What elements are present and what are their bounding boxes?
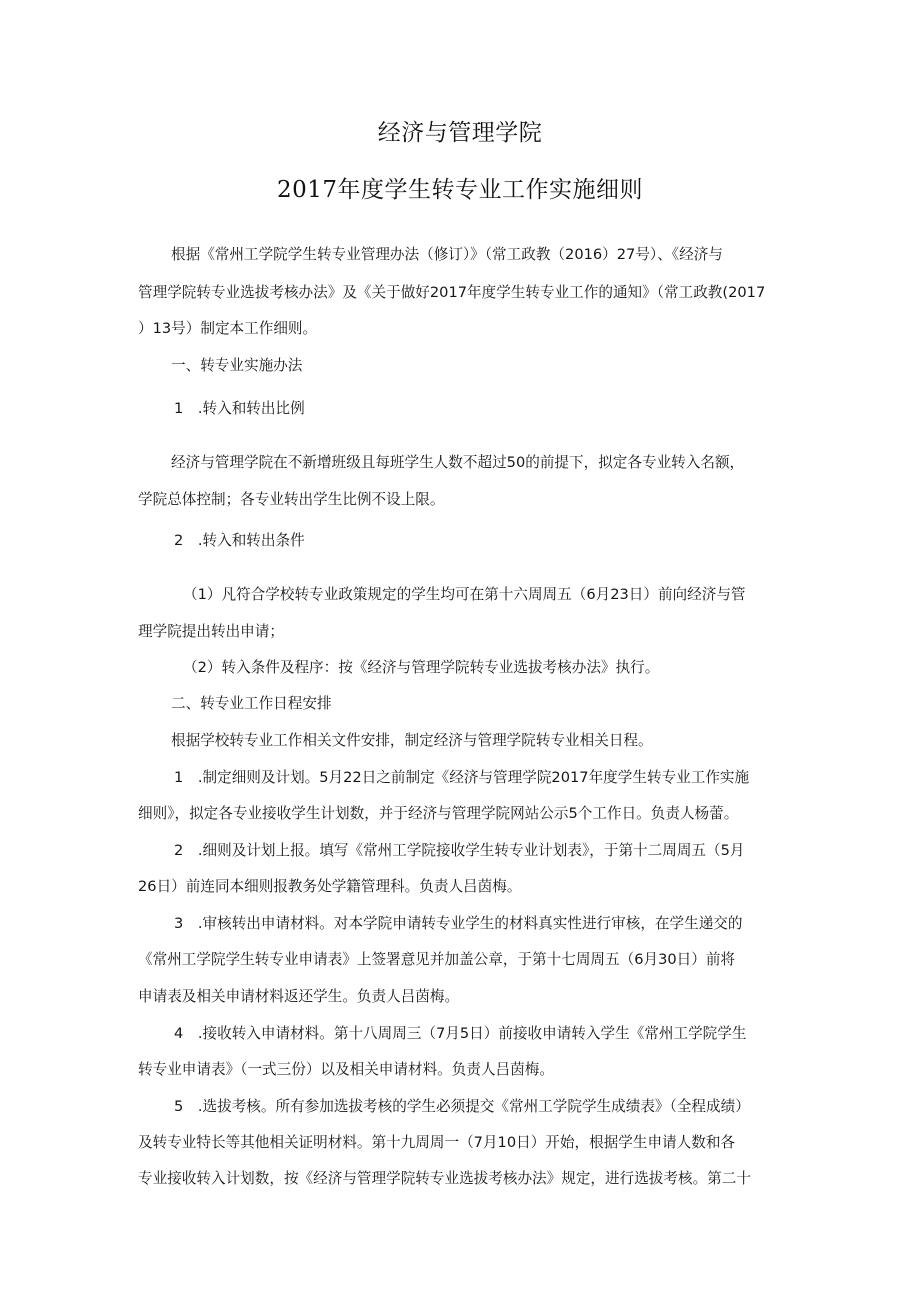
paragraph-line: 5 .选拔考核。所有参加选拔考核的学生必须提交《常州工学院学生成绩表》（全程成绩） xyxy=(174,1098,750,1115)
paragraph-line: 申请表及相关申请材料返还学生。负责人吕茵梅。 xyxy=(138,988,460,1005)
section-heading: 一、转专业实施办法 xyxy=(171,357,303,374)
paragraph-line: 及转专业特长等其他相关证明材料。第十九周周一（7月10日）开始，根据学生申请人数和各 xyxy=(138,1134,736,1151)
paragraph-line: （2）转入条件及程序：按《经济与管理学院转专业选拔考核办法》执行。 xyxy=(183,659,660,676)
paragraph-line: 1 .制定细则及计划。5月22日之前制定《经济与管理学院2017年度学生转专业工作实施 xyxy=(174,769,750,786)
paragraph-line: 《常州工学院学生转专业申请表》上签署意见并加盖公章，于第十七周周五（6月30日）前将 xyxy=(138,951,736,968)
document-title-main: 2017年度学生转专业工作实施细则 xyxy=(276,177,644,203)
paragraph-line: ）13号）制定本工作细则。 xyxy=(138,320,318,337)
section-heading: 二、转专业工作日程安排 xyxy=(171,695,332,712)
paragraph-line: 转专业申请表》（一式三份）以及相关申请材料。负责人吕茵梅。 xyxy=(138,1061,554,1078)
paragraph-line: 专业接收转入计划数，按《经济与管理学院转专业选拔考核办法》规定，进行选拔考核。第二十 xyxy=(138,1170,751,1187)
paragraph-line: 3 .审核转出申请材料。对本学院申请转专业学生的材料真实性进行审核，在学生递交的 xyxy=(174,915,743,932)
paragraph-line: 细则》，拟定各专业接收学生计划数，并于经济与管理学院网站公示5个工作日。负责人杨蕾。 xyxy=(138,805,739,822)
subsection-heading: 1 .转入和转出比例 xyxy=(174,400,305,417)
paragraph-line: 管理学院转专业选拔考核办法》及《关于做好2017年度学生转专业工作的通知》（常工政教(2017 xyxy=(138,284,766,301)
paragraph-line: （1）凡符合学校转专业政策规定的学生均可在第十六周周五（6月23日）前向经济与管 xyxy=(183,586,746,603)
document-title-college: 经济与管理学院 xyxy=(377,120,543,146)
paragraph-line: 4 .接收转入申请材料。第十八周周三（7月5日）前接收申请转入学生《常州工学院学生 xyxy=(174,1025,747,1042)
paragraph-line: 2 .细则及计划上报。填写《常州工学院接收学生转专业计划表》，于第十二周周五（5月 xyxy=(174,842,745,859)
paragraph-line: 理学院提出转出申请； xyxy=(138,623,284,640)
paragraph-line: 学院总体控制；各专业转出学生比例不设上限。 xyxy=(138,491,445,508)
paragraph-line: 26日）前连同本细则报教务处学籍管理科。负责人吕茵梅。 xyxy=(138,878,522,895)
paragraph-line: 经济与管理学院在不新增班级且每班学生人数不超过50的前提下，拟定各专业转入名额， xyxy=(171,454,745,471)
paragraph-line: 根据《常州工学院学生转专业管理办法（修订）》（常工政教（2016）27号）、《经济与 xyxy=(171,246,723,263)
paragraph-line: 根据学校转专业工作相关文件安排，制定经济与管理学院转专业相关日程。 xyxy=(171,732,653,749)
subsection-heading: 2 .转入和转出条件 xyxy=(174,532,305,549)
